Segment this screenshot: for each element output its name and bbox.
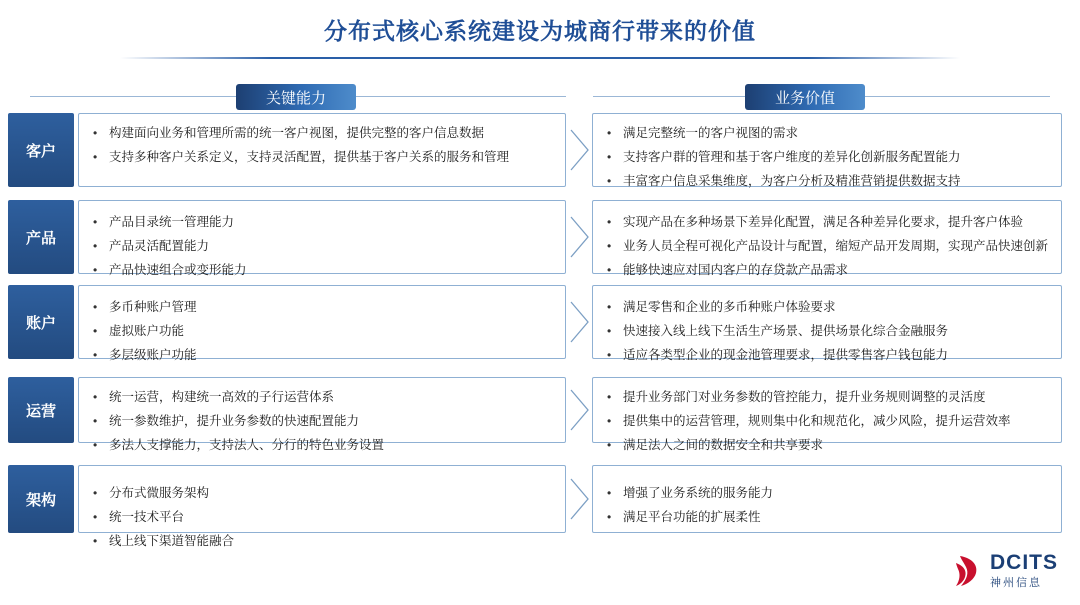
bullet-dot-icon: • [93,413,98,428]
capability-bullet-text: 多币种账户管理 [109,300,197,314]
page-title: 分布式核心系统建设为城商行带来的价值 [324,17,756,44]
flow-arrow-icon [569,300,591,344]
row-label-3: 账户 [8,285,74,359]
diagram-row [0,200,1080,277]
row-label-1: 客户 [8,113,74,187]
capability-bullet [93,213,555,232]
business-value-bullet-text: 增强了业务系统的服务能力 [623,486,774,500]
bullet-dot-icon: • [607,437,612,452]
row-label-5: 架构 [8,465,74,533]
capability-bullet [93,322,555,341]
business-value-panel [592,377,1062,452]
business-value-bullet [607,346,1051,365]
business-value-panel [592,200,1062,277]
row-label-2: 产品 [8,200,74,274]
logo-text [990,552,1058,592]
business-value-bullet [607,237,1051,256]
bullet-dot-icon: • [607,413,612,428]
column-header-business-value: 业务价值 [745,84,865,110]
bullet-dot-icon: • [93,533,98,548]
capability-bullet-text: 统一技术平台 [109,509,185,524]
bullet-dot-icon: • [93,149,98,164]
bullet-dot-icon: • [93,126,98,140]
business-value-bullet-text: 支持客户群的管理和基于客户维度的差异化创新服务配置能力 [623,149,961,164]
business-value-bullet [607,213,1051,232]
business-value-panel [592,113,1062,187]
bullet-dot-icon: • [93,262,98,277]
bullet-dot-icon: • [607,486,612,500]
title-divider [120,57,960,59]
bullet-dot-icon: • [93,437,98,452]
bullet-dot-icon: • [607,390,612,404]
bullet-dot-icon: • [93,300,98,314]
bullet-dot-icon: • [607,300,612,314]
logo-text-en: DCITS [990,550,1058,574]
capability-bullet [93,484,555,503]
capability-bullet [93,412,555,431]
bullet-dot-icon: • [93,509,98,524]
header-rule-left-2 [356,96,566,97]
capability-bullet-text: 产品灵活配置能力 [109,238,210,253]
row-label-4: 运营 [8,377,74,443]
capability-bullet [93,388,555,407]
business-value-bullet-text: 业务人员全程可视化产品设计与配置，缩短产品开发周期，实现产品快速创新 [623,238,1049,253]
bullet-dot-icon: • [607,323,612,338]
business-value-bullet-text: 实现产品在多种场景下差异化配置，满足各种差异化要求，提升客户体验 [623,215,1024,229]
business-value-bullet-text: 满足零售和企业的多币种账户体验要求 [623,300,836,314]
capability-bullet-text: 构建面向业务和管理所需的统一客户视图，提供完整的客户信息数据 [109,126,485,140]
business-value-bullet [607,261,1051,280]
business-value-bullet [607,322,1051,341]
bullet-dot-icon: • [93,347,98,362]
capability-bullet-text: 多法人支撑能力，支持法人、分行的特色业务设置 [109,437,385,452]
dcits-logo-icon [954,554,984,588]
bullet-dot-icon: • [607,215,612,229]
business-value-bullet [607,388,1051,407]
capability-bullet-text: 产品目录统一管理能力 [109,215,235,229]
capability-bullet [93,124,555,143]
business-value-bullet [607,298,1051,317]
business-value-bullet-text: 提供集中的运营管理，规则集中化和规范化，减少风险，提升运营效率 [623,413,1011,428]
business-value-panel [592,465,1062,533]
business-value-bullet [607,412,1051,431]
capability-bullet [93,508,555,527]
bullet-dot-icon: • [93,486,98,500]
capability-bullet-text: 多层级账户功能 [109,347,197,362]
business-value-panel [592,285,1062,362]
business-value-bullet-text: 满足法人之间的数据安全和共享要求 [623,437,824,452]
logo-text-cn: 神州信息 [990,576,1042,589]
business-value-bullet [607,148,1051,167]
bullet-dot-icon: • [607,149,612,164]
bullet-dot-icon: • [607,262,612,277]
business-value-bullet-text: 快速接入线上线下生活生产场景、提供场景化综合金融服务 [623,323,949,338]
business-value-bullet [607,172,1051,191]
capability-bullet-text: 虚拟账户功能 [109,323,185,338]
flow-arrow-icon [569,388,591,432]
bullet-dot-icon: • [93,323,98,338]
capability-bullet-text: 分布式微服务架构 [109,486,210,500]
bullet-dot-icon: • [607,173,612,188]
capability-bullet [93,436,555,455]
capability-panel [78,113,566,187]
diagram-row [0,465,1080,548]
column-header-key-capabilities: 关键能力 [236,84,356,110]
capability-bullet-text: 产品快速组合或变形能力 [109,262,247,277]
business-value-bullet-text: 提升业务部门对业务参数的管控能力，提升业务规则调整的灵活度 [623,390,986,404]
page-title-container [0,0,1080,58]
capability-panel [78,200,566,277]
header-rule-right-2 [865,96,1050,97]
capability-bullet [93,148,555,167]
bullet-dot-icon: • [607,126,612,140]
diagram-row [0,377,1080,452]
bullet-dot-icon: • [607,238,612,253]
capability-bullet [93,237,555,256]
capability-bullet-text: 线上线下渠道智能融合 [109,533,235,548]
capability-bullet [93,346,555,365]
capability-panel [78,377,566,452]
diagram-row [0,113,1080,187]
capability-bullet-text: 支持多种客户关系定义，支持灵活配置，提供基于客户关系的服务和管理 [109,149,510,164]
flow-arrow-icon [569,477,591,521]
business-value-bullet [607,124,1051,143]
business-value-bullet-text: 满足平台功能的扩展柔性 [623,509,761,524]
business-value-bullet [607,484,1051,503]
header-rule-left-1 [30,96,236,97]
capability-bullet-text: 统一运营，构建统一高效的子行运营体系 [109,390,335,404]
capability-bullet [93,261,555,280]
bullet-dot-icon: • [93,390,98,404]
capability-bullet-text: 统一参数维护，提升业务参数的快速配置能力 [109,413,360,428]
business-value-bullet-text: 适应各类型企业的现金池管理要求，提供零售客户钱包能力 [623,347,949,362]
capability-panel [78,465,566,548]
flow-arrow-icon [569,128,591,172]
header-rule-right-1 [593,96,745,97]
business-value-bullet-text: 丰富客户信息采集维度，为客户分析及精准营销提供数据支持 [623,173,961,188]
business-value-bullet [607,508,1051,527]
business-value-bullet-text: 满足完整统一的客户视图的需求 [623,126,799,140]
business-value-bullet [607,436,1051,455]
bullet-dot-icon: • [607,347,612,362]
capability-bullet [93,298,555,317]
business-value-bullet-text: 能够快速应对国内客户的存贷款产品需求 [623,262,849,277]
capability-panel [78,285,566,362]
bullet-dot-icon: • [93,238,98,253]
flow-arrow-icon [569,215,591,259]
bullet-dot-icon: • [607,509,612,524]
bullet-dot-icon: • [93,215,98,229]
capability-bullet [93,532,555,551]
company-logo [954,552,1058,592]
diagram-row [0,285,1080,362]
